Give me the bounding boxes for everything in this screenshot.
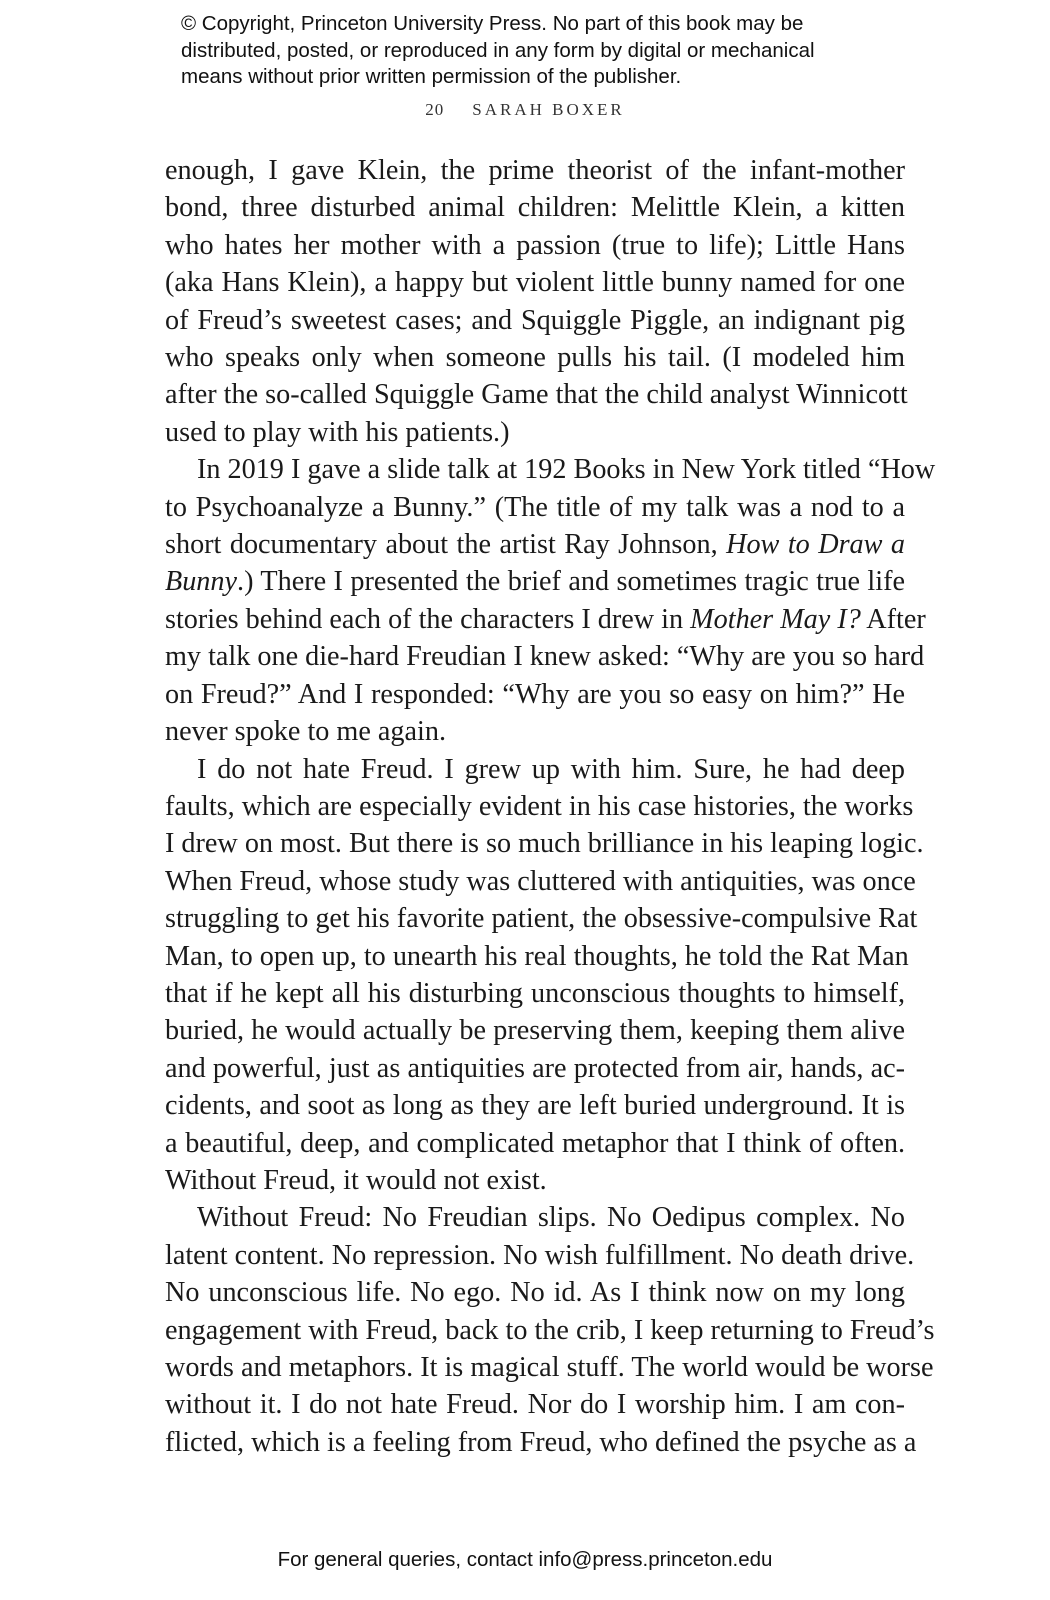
body-text: [165, 152, 936, 1461]
text-line: a beautiful, deep, and complicated metaphor that I think of often.: [165, 1127, 905, 1159]
copyright-line: © Copyright, Princeton University Press. No part of this book may be: [181, 12, 804, 35]
text-fragment: short documentary about the artist Ray Johnson,: [165, 529, 727, 561]
text-line: words and metaphors. It is magical stuff. The world would be worse: [165, 1352, 934, 1383]
text-line: struggling to get his favorite patient, the obsessive-compulsive Rat: [165, 903, 918, 935]
paragraph: [165, 751, 924, 1200]
text-line: buried, he would actually be preserving them, keeping them alive: [165, 1015, 905, 1047]
text-line: [165, 563, 905, 600]
text-line: who hates her mother with a passion (true to life); Little Hans: [165, 229, 905, 261]
text-line: to Psychoanalyze a Bunny.” (The title of my talk was a nod to a: [165, 491, 905, 523]
text-line: never spoke to me again.: [165, 716, 446, 748]
text-line: Without Freud, it would not exist.: [165, 1164, 547, 1196]
text-line: who speaks only when someone pulls his tail. (I modeled him: [165, 342, 905, 374]
italic-title: How to Draw a: [726, 529, 905, 561]
text-line: enough, I gave Klein, the prime theorist of the infant-mother: [165, 155, 905, 186]
text-line: I drew on most. But there is so much brilliance in his leaping logic.: [165, 828, 924, 860]
text-line: faults, which are especially evident in his case histories, the works: [165, 790, 914, 822]
text-line: No unconscious life. No ego. No id. As I think now on my long: [165, 1277, 905, 1309]
text-line: used to play with his patients.): [165, 416, 510, 448]
page-number: 20: [425, 100, 445, 119]
copyright-line: means without prior written permission of the publisher.: [181, 65, 682, 88]
text-line: When Freud, whose study was cluttered with antiquities, was once: [165, 865, 916, 897]
copyright-notice: [181, 11, 901, 91]
text-line: [165, 601, 926, 638]
author-name: SARAH BOXER: [472, 100, 625, 119]
paragraph: [165, 1199, 935, 1461]
italic-title: Mother May I?: [690, 603, 861, 635]
text-line: my talk one die-hard Freudian I knew asked: “Why are you so hard: [165, 641, 925, 673]
text-line: In 2019 I gave a slide talk at 192 Books in New York titled “How: [197, 454, 936, 486]
text-line: I do not hate Freud. I grew up with him. Sure, he had deep: [197, 753, 905, 785]
running-head: [0, 100, 1050, 120]
text-line: cidents, and soot as long as they are left buried underground. It is: [165, 1090, 905, 1122]
text-line: bond, three disturbed animal children: Melittle Klein, a kitten: [165, 192, 905, 224]
text-line: flicted, which is a feeling from Freud, who defined the psyche as a: [165, 1426, 917, 1458]
text-line: engagement with Freud, back to the crib, I keep returning to Freud’s: [165, 1314, 935, 1346]
text-line: and powerful, just as antiquities are protected from air, hands, ac-: [165, 1052, 905, 1084]
footer-contact: For general queries, contact info@press.princeton.edu: [277, 1548, 773, 1571]
text-line: latent content. No repression. No wish fulfillment. No death drive.: [165, 1239, 915, 1271]
text-line: after the so-called Squiggle Game that the child analyst Winnicott: [165, 379, 908, 411]
paragraph: [165, 451, 936, 750]
italic-title: Bunny: [165, 566, 238, 598]
copyright-line: distributed, posted, or reproduced in any form by digital or mechanical: [181, 38, 815, 62]
text-line: on Freud?” And I responded: “Why are you so easy on him?” He: [165, 678, 905, 710]
paragraph: [165, 152, 908, 451]
text-fragment: After: [860, 603, 926, 635]
text-line: (aka Hans Klein), a happy but violent little bunny named for one: [165, 267, 905, 299]
text-line: that if he kept all his disturbing unconscious thoughts to himself,: [165, 977, 905, 1009]
text-line: Man, to open up, to unearth his real thoughts, he told the Rat Man: [165, 940, 909, 972]
text-line: Without Freud: No Freudian slips. No Oedipus complex. No: [197, 1202, 905, 1234]
text-line: of Freud’s sweetest cases; and Squiggle Piggle, an indignant pig: [165, 304, 905, 336]
text-fragment: stories behind each of the characters I drew in: [165, 603, 691, 635]
text-fragment: .) There I presented the brief and sometimes tragic true life: [237, 566, 905, 598]
text-line: [165, 526, 905, 563]
text-line: without it. I do not hate Freud. Nor do I worship him. I am con-: [165, 1389, 905, 1421]
